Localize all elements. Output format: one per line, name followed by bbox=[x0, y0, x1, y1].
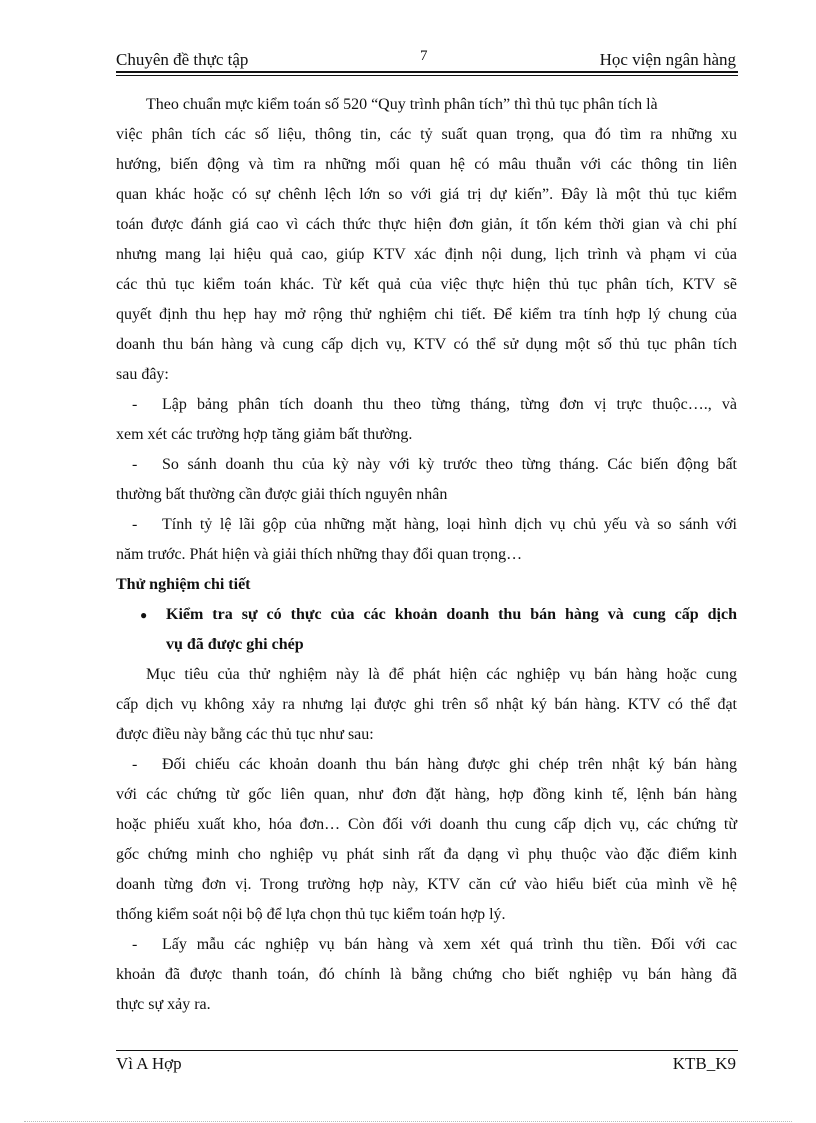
paragraph-line: quan khác hoặc có sự chênh lệch lớn so với giá trị dự kiến”. Đây là một thủ tục kiểm bbox=[116, 186, 737, 203]
footer-author: Vì A Hợp bbox=[116, 1054, 182, 1073]
page-header bbox=[116, 48, 738, 72]
paragraph-line: cấp dịch vụ không xảy ra nhưng lại được ghi trên sổ nhật ký bán hàng. KTV có thể đạt bbox=[116, 696, 737, 713]
paragraph-line: Theo chuẩn mực kiểm toán số 520 “Quy trình phân tích” thì thủ tục phân tích là bbox=[146, 96, 658, 113]
paragraph-line: hoặc phiếu xuất kho, hóa đơn… Còn đối với doanh thu cung cấp dịch vụ, các chứng từ bbox=[116, 816, 737, 833]
paragraph-line: gốc chứng minh cho nghiệp vụ phát sinh rất đa dạng vì phụ thuộc vào đặc điểm kinh bbox=[116, 846, 737, 863]
header-rule-thick bbox=[116, 71, 738, 73]
paragraph-line: hướng, biến động và tìm ra những mối quan hệ có mâu thuẫn với các thông tin liên bbox=[116, 156, 737, 173]
paragraph-line: xem xét các trường hợp tăng giảm bất thường. bbox=[116, 426, 413, 443]
dash-marker: - bbox=[132, 516, 138, 533]
paragraph-line: với các chứng từ gốc liên quan, như đơn đặt hàng, hợp đồng kinh tế, lệnh bán hàng bbox=[116, 786, 737, 803]
dash-list-item: - So sánh doanh thu của kỳ này với kỳ trước theo từng tháng. Các biến động bất bbox=[116, 450, 738, 480]
header-institution: Học viện ngân hàng bbox=[599, 50, 736, 69]
header-rule-thin bbox=[116, 75, 738, 76]
paragraph-line: khoản đã được thanh toán, đó chính là bằng chứng cho biết nghiệp vụ bán hàng đã bbox=[116, 966, 737, 983]
paragraph-line: được điều này bằng các thủ tục như sau: bbox=[116, 726, 374, 743]
bullet-marker: ● bbox=[140, 608, 148, 622]
paragraph-line: các thủ tục kiểm toán khác. Từ kết quả của việc thực hiện thủ tục phân tích, KTV sẽ bbox=[116, 276, 737, 293]
footer-class-code: KTB_K9 bbox=[672, 1054, 736, 1073]
paragraph-line: thường bất thường cần được giải thích nguyên nhân bbox=[116, 486, 448, 503]
page-footer bbox=[116, 1054, 738, 1078]
page-number: 7 bbox=[420, 48, 428, 64]
page-bottom-edge bbox=[24, 1121, 792, 1122]
paragraph-line: Mục tiêu của thử nghiệm này là để phát hiện các nghiệp vụ bán hàng hoặc cung bbox=[146, 666, 737, 683]
dash-list-item: - Lập bảng phân tích doanh thu theo từng tháng, từng đơn vị trực thuộc…., và bbox=[116, 390, 738, 420]
paragraph-line: thực sự xảy ra. bbox=[116, 996, 211, 1013]
dash-list-item: - Tính tỷ lệ lãi gộp của những mặt hàng, loại hình dịch vụ chủ yếu và so sánh với bbox=[116, 510, 738, 540]
dash-list-item: - Đối chiếu các khoản doanh thu bán hàng được ghi chép trên nhật ký bán hàng bbox=[116, 750, 738, 780]
dash-marker: - bbox=[132, 456, 138, 473]
paragraph-line: doanh từng đơn vị. Trong trường hợp này, KTV căn cứ vào hiểu biết của mình về hệ bbox=[116, 876, 737, 893]
paragraph-line: việc phân tích các số liệu, thông tin, các tỷ suất quan trọng, qua đó tìm ra những xu bbox=[116, 126, 737, 143]
dash-marker: - bbox=[132, 936, 138, 953]
bullet-item-continuation: vụ đã được ghi chép bbox=[166, 636, 304, 653]
footer-rule bbox=[116, 1050, 738, 1051]
dash-list-item: - Lấy mẫu các nghiệp vụ bán hàng và xem xét quá trình thu tiền. Đối với cac bbox=[116, 930, 738, 960]
section-heading: Thử nghiệm chi tiết bbox=[116, 576, 251, 593]
paragraph-line: quyết định thu hẹp hay mở rộng thử nghiệm chi tiết. Để kiểm tra tính hợp lý chung của bbox=[116, 306, 737, 323]
dash-marker: - bbox=[132, 756, 138, 773]
paragraph-line: doanh thu bán hàng và cung cấp dịch vụ, KTV có thể sử dụng một số thủ tục phân tích bbox=[116, 336, 737, 353]
paragraph-line: toán được đánh giá cao vì cách thức thực hiện đơn giản, ít tốn kém thời gian và chi phí bbox=[116, 216, 737, 233]
body-text bbox=[116, 90, 738, 1020]
header-title: Chuyên đề thực tập bbox=[116, 50, 249, 69]
paragraph-line: năm trước. Phát hiện và giải thích những thay đổi quan trọng… bbox=[116, 546, 523, 563]
paragraph-line: nhưng mang lại hiệu quả cao, giúp KTV xác định nội dung, lịch trình và phạm vi của bbox=[116, 246, 737, 263]
paragraph-line: sau đây: bbox=[116, 366, 169, 383]
bullet-item: ● Kiểm tra sự có thực của các khoản doanh thu bán hàng và cung cấp dịch bbox=[116, 600, 738, 630]
paragraph-line: thống kiểm soát nội bộ để lựa chọn thủ tục kiểm toán hợp lý. bbox=[116, 906, 506, 923]
dash-marker: - bbox=[132, 396, 138, 413]
